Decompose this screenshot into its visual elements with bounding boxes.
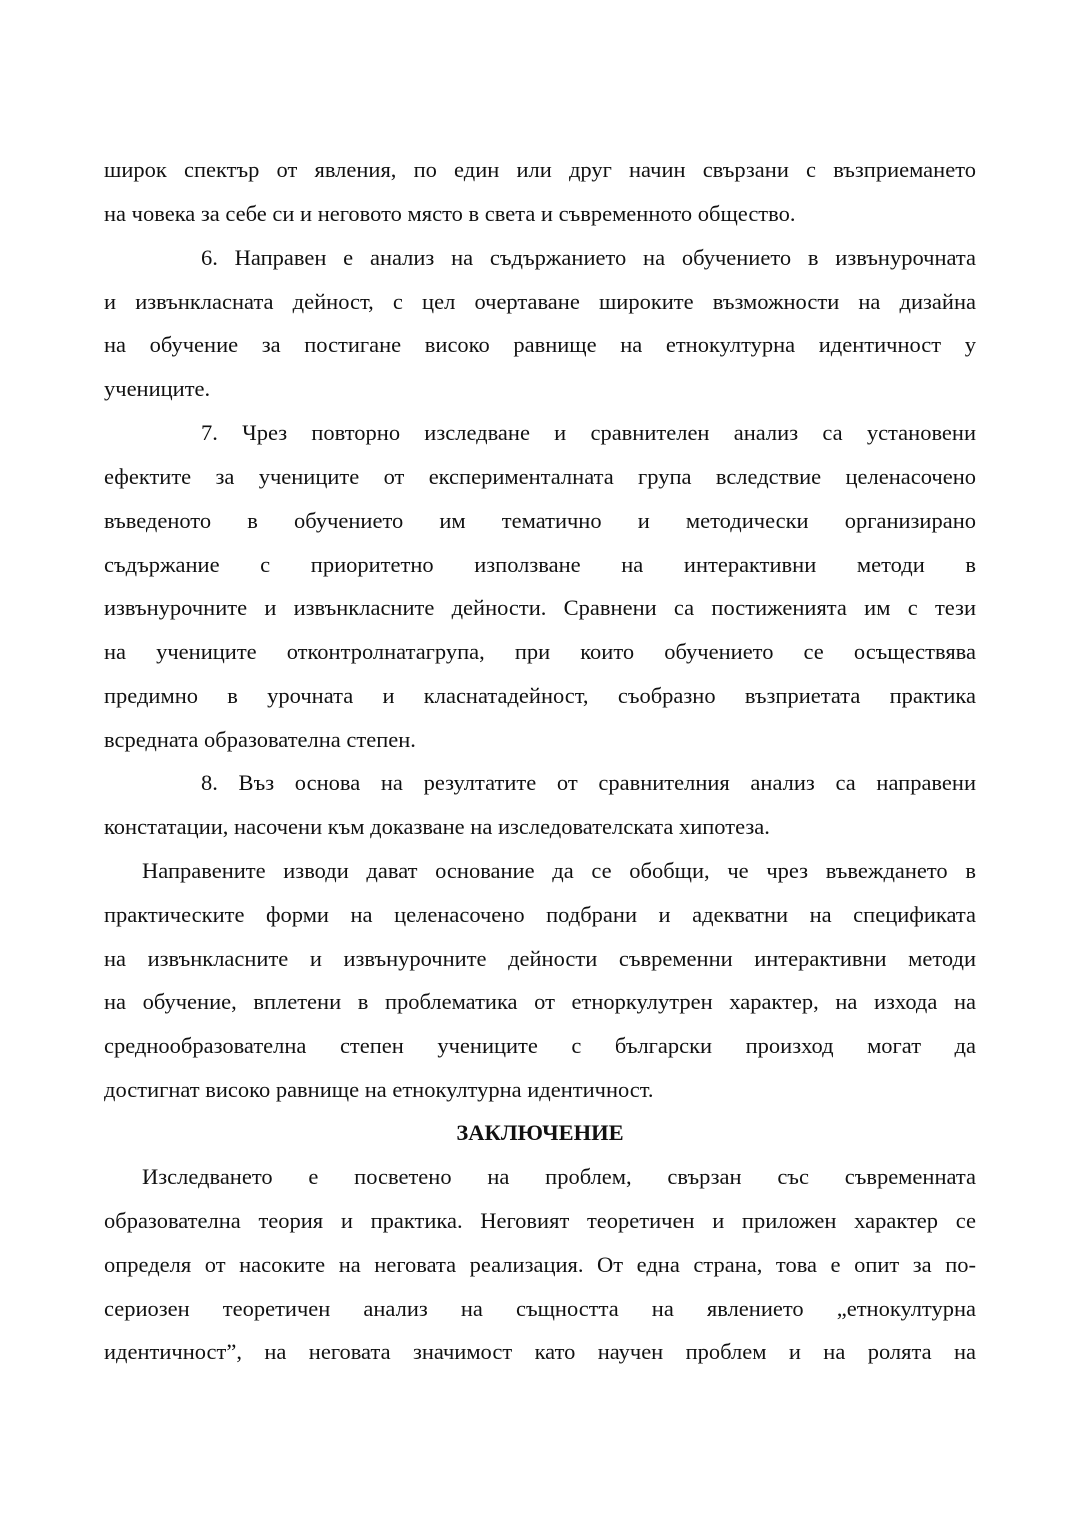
text-line: на човека за себе си и неговото място в света и съвременното общество. (104, 201, 796, 226)
text-line: идентичност”, на неговата значимост като научен проблем и на ролята на (104, 1339, 976, 1364)
text-line: и извънкласната дейност, с цел очертаване широките възможности на дизайна (104, 289, 976, 314)
text-line: констатации, насочени към доказване на изследователската хипотеза. (104, 814, 770, 839)
text-line: определя от насоките на неговата реализация. От една страна, това е опит за по- (104, 1252, 976, 1277)
text-line: среднообразователна степен учениците с български произход могат да (104, 1033, 976, 1058)
section-heading: ЗАКЛЮЧЕНИЕ (456, 1120, 624, 1145)
text-line: учениците. (104, 376, 211, 401)
text-line: практическите форми на целенасочено подбрани и адекватни на спецификата (104, 902, 976, 927)
text-line: широк спектър от явления, по един или друг начин свързани с възприемането (104, 157, 976, 182)
text-line: съдържание с приоритетно използване на интерактивни методи в (104, 552, 976, 577)
text-line: на учениците отконтролнатагрупа, при които обучението се осъществява (104, 639, 976, 664)
text-line: всредната образователна степен. (104, 727, 416, 752)
text-line: на обучение, вплетени в проблематика от етноркулутрен характер, на изхода на (104, 989, 976, 1014)
text-line: достигнат високо равнище на етнокултурна идентичност. (104, 1077, 654, 1102)
list-item-6: 6. Направен е анализ на съдържанието на обучението в извънурочната (201, 245, 976, 270)
text-line: на обучение за постигане високо равнище на етнокултурна идентичност у (104, 332, 976, 357)
text-line: образователна теория и практика. Неговият теоретичен и приложен характер се (104, 1208, 976, 1233)
text-line: сериозен теоретичен анализ на същността на явлението „етнокултурна (104, 1296, 976, 1321)
text-line: ефектите за учениците от експерименталната група вследствие целенасочено (104, 464, 976, 489)
text-line: извънурочните и извънкласните дейности. Сравнени са постиженията им с тези (104, 595, 976, 620)
text-line: предимно в урочната и класнатадейност, съобразно възприетата практика (104, 683, 976, 708)
paragraph-first-line: Изследването е посветено на проблем, свързан със съвременната (142, 1164, 976, 1189)
list-item-7: 7. Чрез повторно изследване и сравнителен анализ са установени (201, 420, 976, 445)
paragraph-first-line: Направените изводи дават основание да се обобщи, че чрез въвеждането в (142, 858, 976, 883)
text-line: на извънкласните и извънурочните дейности съвременни интерактивни методи (104, 946, 976, 971)
text-line: въведеното в обучението им тематично и методически организирано (104, 508, 976, 533)
list-item-8: 8. Въз основа на резултатите от сравнителния анализ са направени (201, 770, 976, 795)
